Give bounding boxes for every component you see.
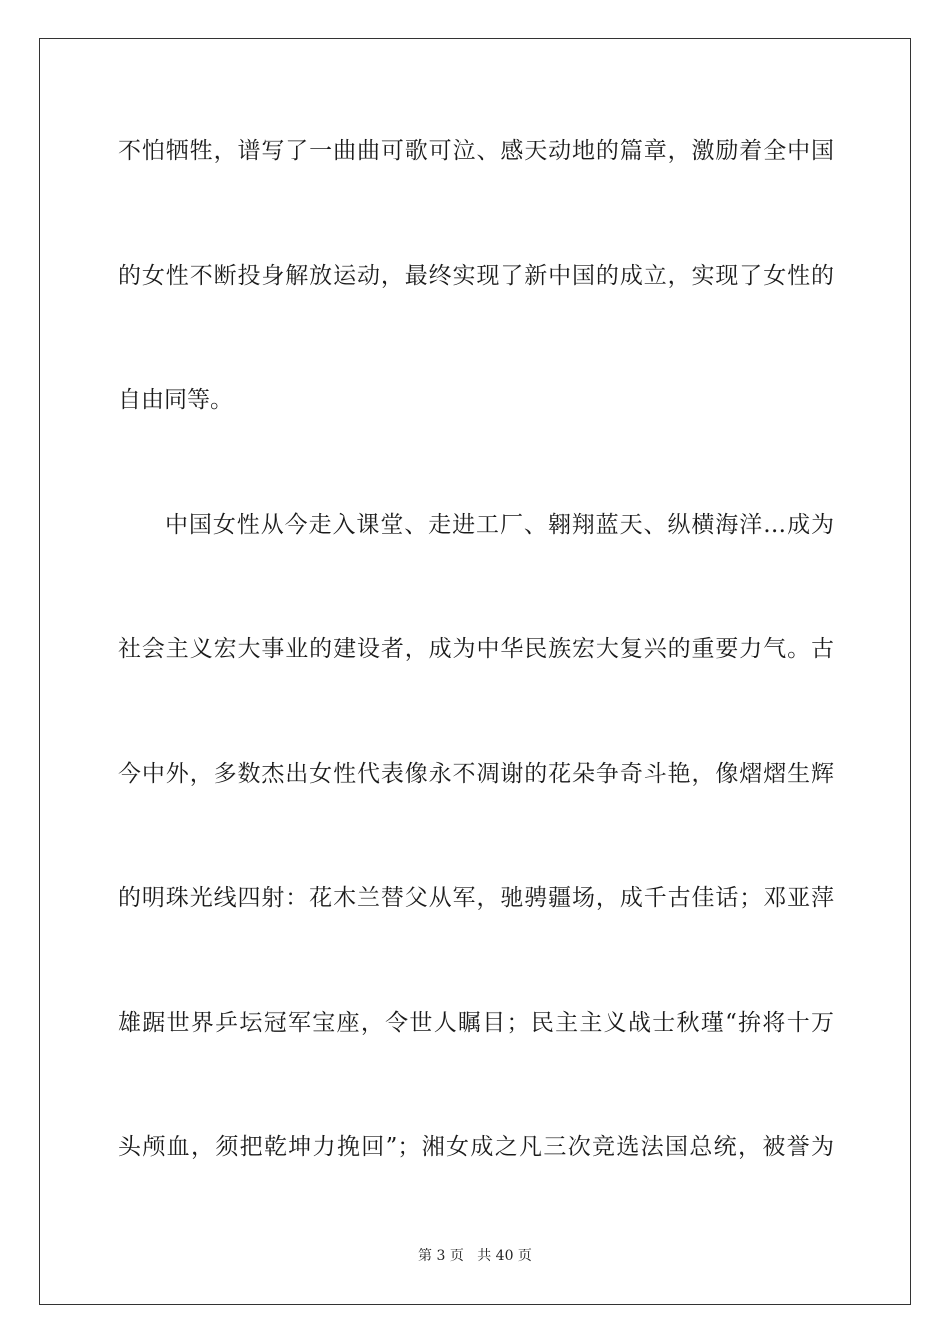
text-line-4: 中国女性从今走入课堂、走进工厂、翱翔蓝天、纵横海洋…成为 [165,512,834,538]
text-line-3: 自由同等。 [118,387,233,413]
text-line-7: 的明珠光线四射：花木兰替父从军，驰骋疆场，成千古佳话；邓亚萍 [118,885,834,911]
text-line-6: 今中外，多数杰出女性代表像永不凋谢的花朵争奇斗艳，像熠熠生辉 [118,761,834,787]
text-line-8: 雄踞世界乒坛冠军宝座，令世人瞩目；民主主义战士秋瑾“拚将十万 [118,1010,834,1036]
page-footer [0,1247,950,1265]
page-frame [39,38,911,1305]
page-number: 第 3 页 [418,1248,464,1264]
text-line-2: 的女性不断投身解放运动，最终实现了新中国的成立，实现了女性的 [118,263,834,289]
text-line-5: 社会主义宏大事业的建设者，成为中华民族宏大复兴的重要力气。古 [118,636,834,662]
text-line-1: 不怕牺牲，谱写了一曲曲可歌可泣、感天动地的篇章，激励着全中国 [118,138,834,164]
text-line-9: 头颅血，须把乾坤力挽回”；湘女成之凡三次竞选法国总统，被誉为 [118,1134,834,1160]
page-total: 共 40 页 [477,1248,532,1264]
